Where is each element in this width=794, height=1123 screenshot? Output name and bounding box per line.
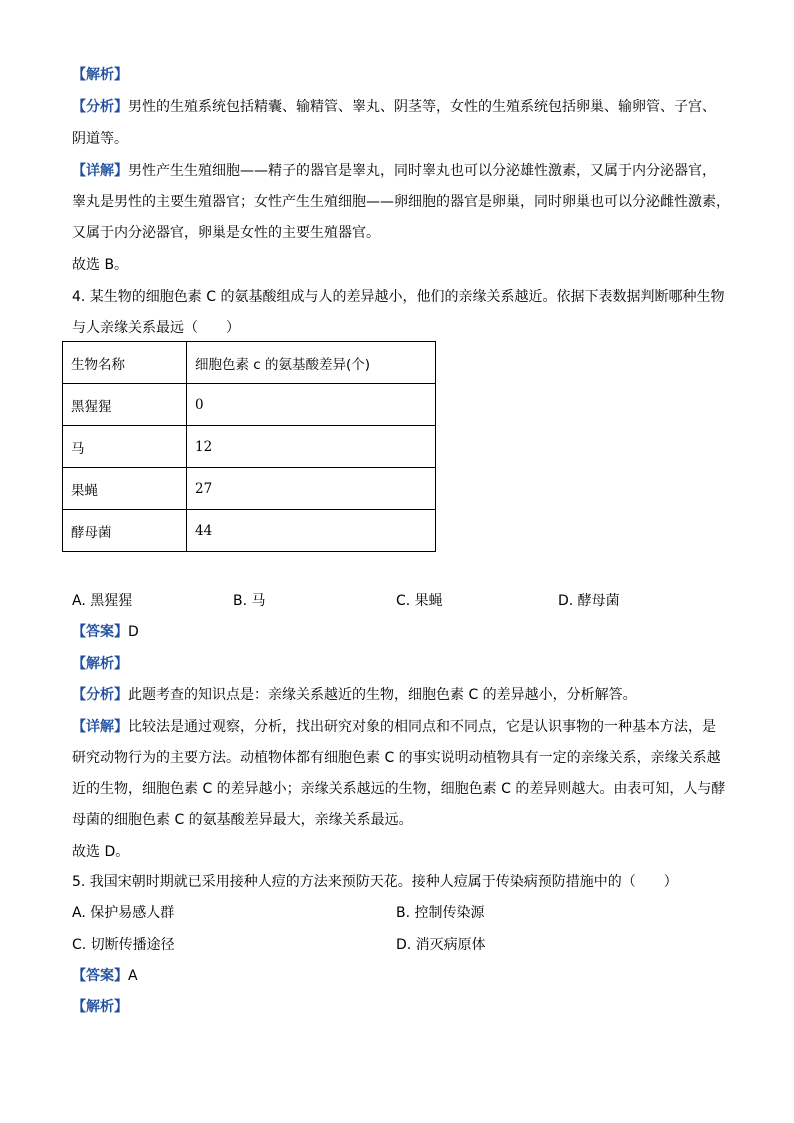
table-row xyxy=(63,510,436,552)
table-cell-diff: 44 xyxy=(187,510,436,552)
option-d: D. 消灭病原体 xyxy=(396,937,486,953)
table-cell-organism: 马 xyxy=(63,426,187,468)
answer-line xyxy=(72,966,732,986)
table-cell-organism: 酵母菌 xyxy=(63,510,187,552)
fenxi-text: 此题考查的知识点是：亲缘关系越近的生物，细胞色素 C 的差异越小，分析解答。 xyxy=(128,687,637,703)
question-4-stem-cont: 与人亲缘关系最远（ ） xyxy=(72,320,240,336)
table-cell-diff: 12 xyxy=(187,426,436,468)
table-header-row xyxy=(63,342,436,384)
xiangjie-line xyxy=(72,717,732,737)
answer-value: A xyxy=(128,968,138,984)
xiangjie-text-2: 睾丸是男性的主要生殖器官；女性产生生殖细胞——卵细胞的器官是卵巢，同时卵巢也可以分泌雌性激素， xyxy=(72,194,730,210)
answer-tag: 【答案】 xyxy=(72,968,128,984)
fenxi-tag: 【分析】 xyxy=(72,99,128,115)
final-answer: 故选 D。 xyxy=(72,844,130,860)
xiangjie-text-4: 母菌的细胞色素 C 的氨基酸差异最大，亲缘关系最远。 xyxy=(72,812,413,828)
fenxi-text: 男性的生殖系统包括精囊、输精管、睾丸、阴茎等，女性的生殖系统包括卵巢、输卵管、子宫、 xyxy=(128,99,716,115)
option-b: B. 马 xyxy=(233,593,266,609)
final-answer: 故选 B。 xyxy=(72,257,129,273)
table-cell-organism: 果蝇 xyxy=(63,468,187,510)
question-4-stem: 4. 某生物的细胞色素 C 的氨基酸组成与人的差异越小，他们的亲缘关系越近。依据下表数据判断哪种生物 xyxy=(72,289,725,305)
table-header-cell: 细胞色素 c 的氨基酸差异(个) xyxy=(187,342,436,384)
option-a: A. 保护易感人群 xyxy=(72,905,175,921)
analysis-heading: 【解析】 xyxy=(72,67,128,83)
xiangjie-line xyxy=(72,161,732,181)
question-5-stem: 5. 我国宋朝时期就已采用接种人痘的方法来预防天花。接种人痘属于传染病预防措施中的（ ） xyxy=(72,874,678,890)
analysis-fenxi-line xyxy=(72,685,732,705)
answer-line xyxy=(72,622,732,642)
table-row xyxy=(63,384,436,426)
fenxi-text-cont: 阴道等。 xyxy=(72,131,128,147)
xiangjie-text-3: 又属于内分泌器官，卵巢是女性的主要生殖器官。 xyxy=(72,225,380,241)
xiangjie-tag: 【详解】 xyxy=(72,719,128,735)
table-cell-diff: 0 xyxy=(187,384,436,426)
xiangjie-text-3: 近的生物，细胞色素 C 的差异越小；亲缘关系越远的生物，细胞色素 C 的差异则越大。由表可知，人与酵 xyxy=(72,781,726,797)
cytochrome-table xyxy=(62,341,436,552)
option-d: D. 酵母菌 xyxy=(558,593,620,609)
option-c: C. 果蝇 xyxy=(396,593,443,609)
analysis-fenxi-line xyxy=(72,97,732,117)
xiangjie-text: 男性产生生殖细胞——精子的器官是睾丸，同时睾丸也可以分泌雄性激素，又属于内分泌器官， xyxy=(128,163,716,179)
xiangjie-text-2: 研究动物行为的主要方法。动植物体都有细胞色素 C 的事实说明动植物具有一定的亲缘关系，亲缘关系越 xyxy=(72,750,721,766)
analysis-heading: 【解析】 xyxy=(72,656,128,672)
table-row xyxy=(63,426,436,468)
table-cell-organism: 黑猩猩 xyxy=(63,384,187,426)
answer-value: D xyxy=(128,624,139,640)
option-b: B. 控制传染源 xyxy=(396,905,485,921)
table-row xyxy=(63,468,436,510)
option-c: C. 切断传播途径 xyxy=(72,937,175,953)
option-a: A. 黑猩猩 xyxy=(72,593,133,609)
fenxi-tag: 【分析】 xyxy=(72,687,128,703)
analysis-heading: 【解析】 xyxy=(72,999,128,1015)
table-cell-diff: 27 xyxy=(187,468,436,510)
table-header-cell: 生物名称 xyxy=(63,342,187,384)
answer-tag: 【答案】 xyxy=(72,624,128,640)
xiangjie-tag: 【详解】 xyxy=(72,163,128,179)
xiangjie-text: 比较法是通过观察，分析，找出研究对象的相同点和不同点，它是认识事物的一种基本方法，是 xyxy=(128,719,716,735)
